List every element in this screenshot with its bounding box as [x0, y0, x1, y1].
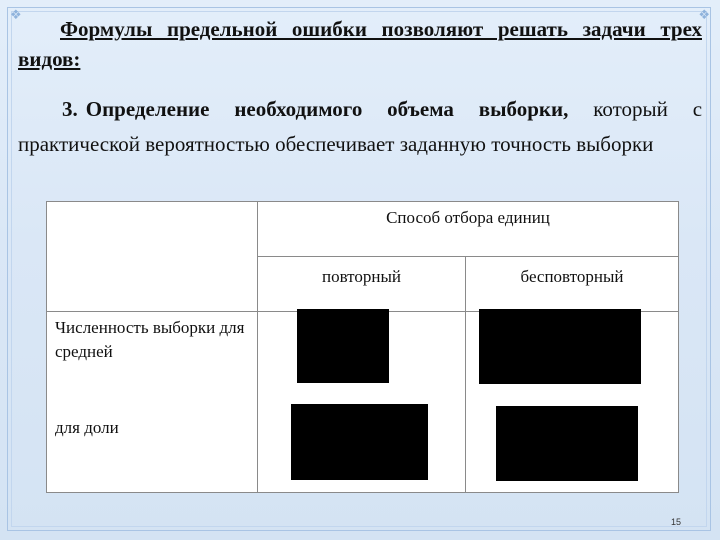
column-header-repeat: повторный	[258, 257, 466, 312]
item-number: 3.	[62, 97, 78, 121]
corner-ornament-right-icon: ❖	[698, 7, 710, 22]
page-number: 15	[671, 517, 682, 527]
method-header: Способ отбора единиц	[258, 202, 679, 257]
corner-ornament-left-icon: ❖	[10, 7, 22, 22]
formula-share-nonrepeat-redacted	[496, 406, 638, 481]
formula-mean-nonrepeat-redacted	[479, 309, 641, 384]
item-lead-text: Определение необходимого объема выборки,	[85, 97, 569, 121]
column-header-nonrepeat: бесповторный	[466, 257, 679, 312]
formula-share-repeat-redacted	[291, 404, 428, 480]
slide-heading: Формулы предельной ошибки позволяют решать задачи трех видов:	[18, 17, 702, 71]
item-rest-text: который с практической вероятностью обеспечивает заданную точность выборки	[18, 97, 703, 156]
item-3	[18, 92, 702, 162]
table-corner-cell	[47, 202, 258, 312]
row-label-mean: Численность выборки для средней	[47, 312, 258, 415]
formula-mean-repeat-redacted	[297, 309, 389, 383]
row-label-share: для доли	[47, 414, 258, 493]
